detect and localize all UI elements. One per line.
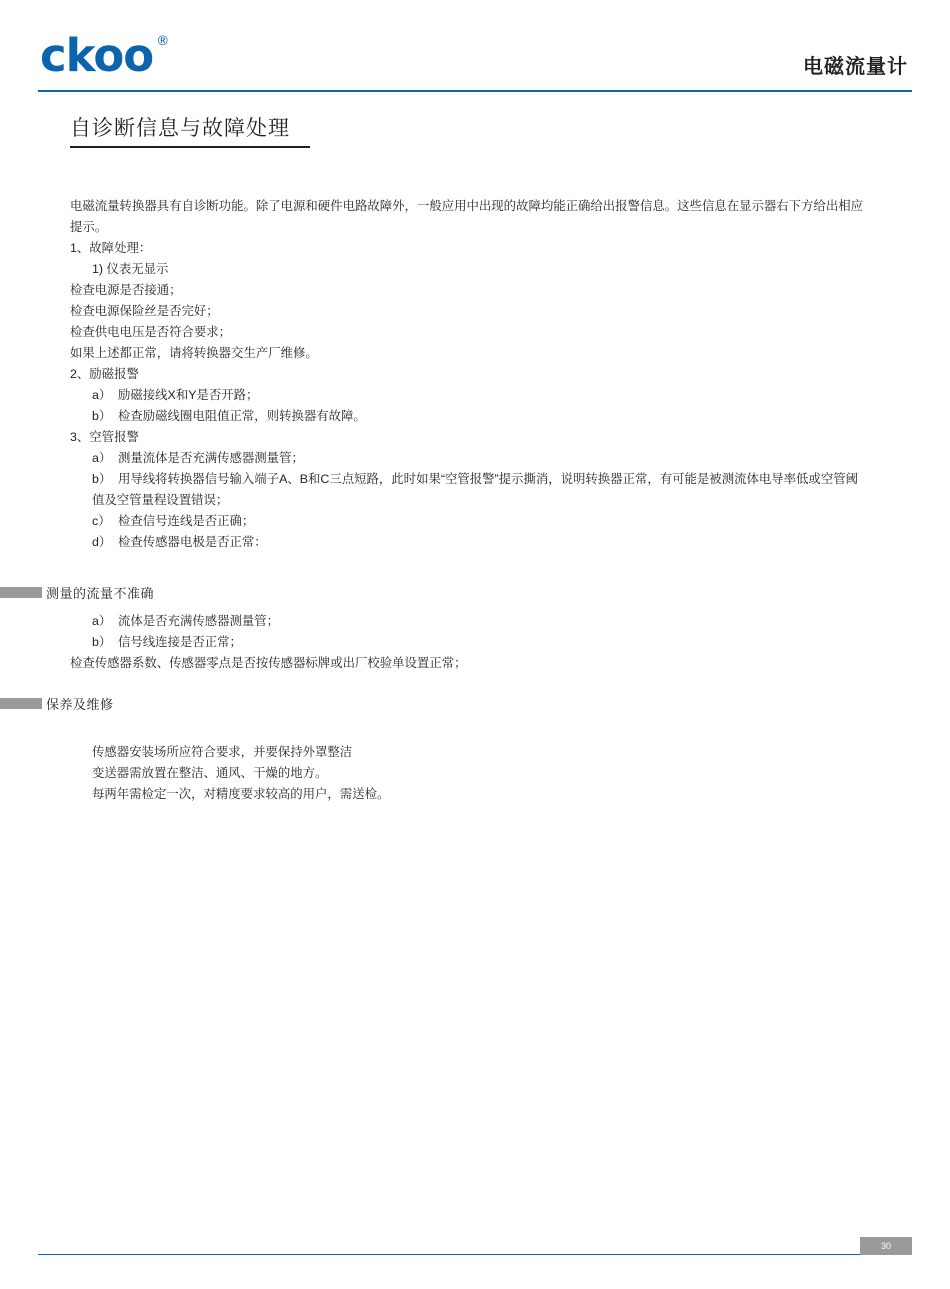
marker-a: a） [92, 388, 112, 402]
inaccurate-item-b [70, 632, 870, 653]
intro-paragraph: 电磁流量转换器具有自诊断功能。除了电源和硬件电路故障外，一般应用中出现的故障均能正确给出报警信息。这些信息在显示器右下方给出相应提示。 [70, 199, 863, 234]
section-heading-inaccurate-flow [0, 583, 400, 602]
marker-b: b） [92, 472, 112, 486]
page-header [0, 0, 950, 96]
list-item-1-line-3: 检查供电电压是否符合要求； [70, 325, 232, 339]
inaccurate-item-b-text: 信号线连接是否正常； [118, 635, 242, 649]
list-item-2-b [70, 406, 870, 427]
list-item-3-c-text: 检查信号连线是否正确； [118, 514, 255, 528]
list-item-3-d-text: 检查传感器电极是否正常： [118, 535, 267, 549]
list-item-2-a-text: 励磁接线X和Y是否开路； [118, 388, 259, 402]
brand-logo-text: ckoo [40, 29, 154, 82]
list-item-2-a [70, 385, 870, 406]
list-item-3-title: 3、空管报警 [70, 430, 139, 444]
list-item-1-line-4: 如果上述都正常，请将转换器交生产厂维修。 [70, 346, 318, 360]
section-bar-icon [0, 587, 42, 598]
page-title-underline [70, 146, 310, 148]
header-divider [38, 90, 912, 92]
list-item-3-c [70, 511, 870, 532]
marker-a: a） [92, 614, 112, 628]
list-item-3-a-text: 测量流体是否充满传感器测量管； [118, 451, 304, 465]
section-body-inaccurate-flow [70, 611, 870, 674]
section-heading-maintenance [0, 694, 400, 713]
marker-d: d） [92, 535, 112, 549]
list-item-1-line-1: 检查电源是否接通； [70, 283, 182, 297]
list-item-2-title: 2、励磁报警 [70, 367, 139, 381]
list-item-3-b-text: 用导线将转换器信号输入端子A、B和C三点短路，此时如果“空管报警”提示撕消，说明转换器正常，有可能是被测流体电导率低或空管阈值及空管量程设置错误； [92, 472, 858, 507]
brand-logo [40, 29, 170, 82]
inaccurate-item-a [70, 611, 870, 632]
list-item-3-d [70, 532, 870, 553]
footer-divider [38, 1254, 912, 1255]
marker-b: b） [92, 409, 112, 423]
page-title: 自诊断信息与故障处理 [70, 117, 290, 140]
list-item-1-1: 1) 仪表无显示 [92, 262, 169, 276]
section-title-maintenance: 保养及维修 [46, 697, 114, 712]
maintenance-line-3: 每两年需检定一次，对精度要求较高的用户，需送检。 [92, 787, 390, 801]
list-item-3-b [70, 469, 870, 511]
document-body [70, 196, 870, 553]
list-item-2-b-text: 检查励磁线圈电阻值正常，则转换器有故障。 [118, 409, 366, 423]
list-item-3-a [70, 448, 870, 469]
section-body-maintenance [70, 742, 870, 805]
inaccurate-item-line-3: 检查传感器系数、传感器零点是否按传感器标牌或出厂校验单设置正常； [70, 656, 467, 670]
page-number: 30 [860, 1237, 912, 1255]
maintenance-line-1: 传感器安装场所应符合要求，并要保持外罩整洁 [92, 745, 353, 759]
registered-trademark-icon: ® [156, 34, 170, 49]
maintenance-line-2: 变送器需放置在整洁、通风、干燥的地方。 [92, 766, 328, 780]
list-item-1-title: 1、故障处理： [70, 241, 152, 255]
marker-b: b） [92, 635, 112, 649]
list-item-1-line-2: 检查电源保险丝是否完好； [70, 304, 219, 318]
marker-c: c） [92, 514, 111, 528]
inaccurate-item-a-text: 流体是否充满传感器测量管； [118, 614, 280, 628]
section-bar-icon [0, 698, 42, 709]
marker-a: a） [92, 451, 112, 465]
section-title-inaccurate-flow: 测量的流量不准确 [46, 586, 155, 601]
header-product-title: 电磁流量计 [803, 56, 908, 78]
